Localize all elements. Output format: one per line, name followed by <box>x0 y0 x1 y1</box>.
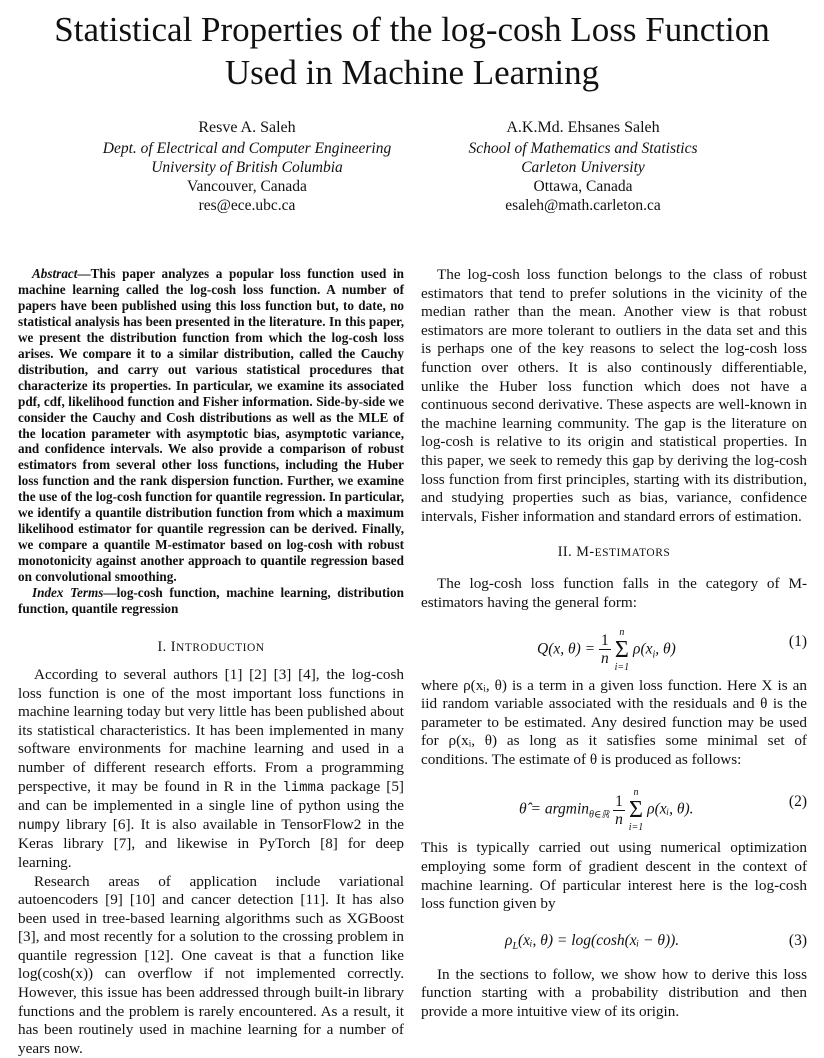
sum-symbol: n Σ i=1 <box>615 627 630 673</box>
equation-3: $\rho_L(xᵢ$, θ) = log(cosh(xᵢ − θ)). (3) <box>421 920 807 960</box>
intro-paragraph-1: According to several authors [1] [2] [3] [4], the log-cosh loss function is one of the most important loss functions in machine learning today but very little has been published about its statistical characteristics. It has been implemented in many software environments for machine learning and used in a number of different research efforts. From a programming perspective, it may be found in R in the limma package [5] and can be implemented in a single line of python using the numpy library [6]. It is also available in TensorFlow2 in the Keras library [7], and likewise in PyTorch [8] for deep learning. <box>18 666 404 873</box>
author-city: Ottawa, Canada <box>418 177 748 196</box>
sum-symbol: n Σ i=1 <box>629 787 644 833</box>
author-email: esaleh@math.carleton.ca <box>418 196 748 215</box>
author-city: Vancouver, Canada <box>82 177 412 196</box>
equation-1: Q(x, θ) = $\frac{1}{n}$ n Σ i=1 $\rho(x_i$, θ) (1) <box>421 619 807 671</box>
index-terms <box>18 585 404 617</box>
abstract-text: —This paper analyzes a popular loss function used in machine learning called the log-cosh loss function. A number of papers have been published using this loss function but, to date, no statistical analysis has been presented in the literature. In this paper, we present the distribution function from which the log-cosh loss arises. We compare it to a similar distribution, called the Cauchy distribution, and carry out various statistical procedures that characterize its properties. In particular, we examine its associated pdf, cdf, likelihood function and Fisher information. Side-by-side we consider the Cauchy and Cosh distributions as well as the MLE of the location parameter with asymptotic bias, asymptotic variance, and confidence intervals. We also provide a comparison of robust estimators from several other loss functions, including the Huber loss function and the rank dispersion function. Further, we examine the use of the log-cosh function for quantile regression. In particular, we identify a quantile distribution function from which a maximum likelihood estimator for quantile regression can be derived. Finally, we compare a quantile M-estimator based on log-cosh with robust monotonicity against another approach to quantile regression based on convolutional smoothing. <box>18 266 404 584</box>
author-block-1 <box>82 118 412 215</box>
title-line-1: Statistical Properties of the log-cosh Loss Function <box>0 8 824 51</box>
abstract <box>18 266 404 585</box>
author-block-2 <box>418 118 748 215</box>
author-dept: School of Mathematics and Statistics <box>418 139 748 158</box>
limma-code: limma <box>282 780 324 796</box>
author-university: University of British Columbia <box>82 158 412 177</box>
equation-number: (1) <box>789 633 807 651</box>
left-column <box>18 266 404 1058</box>
right-paragraph-4: This is typically carried out using numerical optimization employing some form of gradient descent in the context of machine learning. Of particular interest here is the log-cosh loss function given by <box>421 839 807 913</box>
right-paragraph-2: The log-cosh loss function falls in the category of M-estimators having the general form: <box>421 575 807 612</box>
section-heading-m-estimators: II. M-ESTIMATORS <box>421 544 807 561</box>
right-paragraph-3: where ρ(xᵢ, θ) is a term in a given loss function. Here X is an iid random variable associated with the residuals and θ is the parameter to be estimated. Any desired function may be used for ρ(xᵢ, θ) as long as it satisfies some minimal set of conditions. The estimate of θ is produced as follows: <box>421 677 807 770</box>
author-university: Carleton University <box>418 158 748 177</box>
numpy-code: numpy <box>18 818 60 834</box>
index-terms-text: —log-cosh function, machine learning, distribution function, quantile regression <box>18 585 404 616</box>
right-column <box>421 266 807 1022</box>
author-name: A.K.Md. Ehsanes Saleh <box>418 118 748 137</box>
equation-number: (2) <box>789 793 807 811</box>
equation-2: θ̂ = argmin$_{\theta\in ℝ}$ $\frac{1}{n}$ n Σ i=1 ρ(xᵢ, θ). (2) <box>421 779 807 831</box>
inline-math: log(cosh(x)) <box>18 965 93 982</box>
section-heading-introduction: I. INTRODUCTION <box>18 639 404 656</box>
author-email: res@ece.ubc.ca <box>82 196 412 215</box>
right-paragraph-1: The log-cosh loss function belongs to the class of robust estimators that tend to prefer solutions in the vicinity of the median rather than the mean. Another view is that robust estimators are more tolerant to outliers in the data set and this is perhaps one of the key reasons to select the log-cosh loss function over others. It is also continously differentiable, unlike the Huber loss function which does not have a continuous second derivative. These aspects are well-known in the machine learning community. The gap is the literature on log-cosh is relative to its origin and statistical properties. In this paper, we seek to remedy this gap by deriving the log-cosh loss function from first principles, starting with its distribution, and studying properties such as bias, variance, confidence intervals, Fisher information and standard errors of estimation. <box>421 266 807 526</box>
paper-title <box>0 8 824 94</box>
right-paragraph-5: In the sections to follow, we show how to derive this loss function starting with a probability distribution and then provide a more intuitive view of its origin. <box>421 966 807 1022</box>
author-name: Resve A. Saleh <box>82 118 412 137</box>
intro-paragraph-2: Research areas of application include variational autoencoders [9] [10] and cancer detection [11]. It has also been used in tree-based learning algorithms such as XGBoost [3], and most recently for a solution to the crossing problem in quantile regression [12]. One caveat is that a function like log(cosh(x)) can overflow if not implemented correctly. However, this issue has been addressed through built-in library functions and the problem is rarely encountered. As a result, it has been routinely used in machine learning for a number of years now. <box>18 873 404 1058</box>
equation-number: (3) <box>789 932 807 950</box>
index-terms-label: Index Terms <box>32 585 103 600</box>
author-dept: Dept. of Electrical and Computer Engineering <box>82 139 412 158</box>
abstract-label: Abstract <box>32 266 77 281</box>
title-line-2: Used in Machine Learning <box>0 51 824 94</box>
